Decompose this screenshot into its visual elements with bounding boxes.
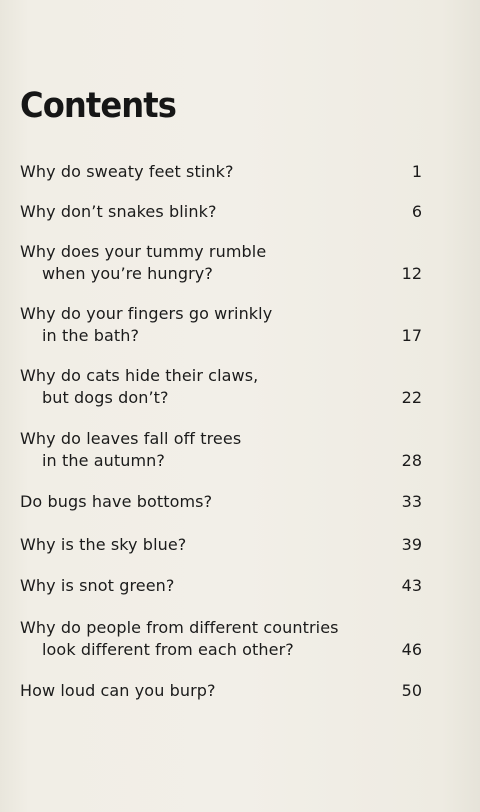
entry-title-line: Do bugs have bottoms? bbox=[20, 492, 213, 511]
entry-title-continuation: look different from each other? bbox=[42, 640, 294, 659]
entry-page-number: 17 bbox=[401, 326, 422, 345]
entry-page-number: 43 bbox=[401, 576, 422, 595]
entry-page-number: 1 bbox=[411, 162, 422, 181]
entry-page-number: 12 bbox=[401, 264, 422, 283]
entry-title-line: Why don’t snakes blink? bbox=[20, 202, 217, 221]
entry-title-continuation: in the autumn? bbox=[42, 451, 165, 470]
entry-title-continuation: when you’re hungry? bbox=[42, 264, 213, 283]
entry-title-line: How loud can you burp? bbox=[20, 681, 216, 700]
page-title: Contents bbox=[20, 86, 177, 126]
entry-page-number: 50 bbox=[401, 681, 422, 700]
entry-page-number: 46 bbox=[401, 640, 422, 659]
entry-title-line: Why is the sky blue? bbox=[20, 535, 187, 554]
entry-title-line: Why do sweaty feet stink? bbox=[20, 162, 234, 181]
entry-title-line: Why do cats hide their claws, bbox=[20, 366, 259, 385]
entry-page-number: 28 bbox=[401, 451, 422, 470]
entry-title-line: Why is snot green? bbox=[20, 576, 175, 595]
entry-title-continuation: in the bath? bbox=[42, 326, 140, 345]
entry-title-line: Why do leaves fall off trees bbox=[20, 429, 242, 448]
entry-title-line: Why do your fingers go wrinkly bbox=[20, 304, 273, 323]
entry-page-number: 22 bbox=[401, 388, 422, 407]
entry-page-number: 39 bbox=[401, 535, 422, 554]
entry-page-number: 33 bbox=[401, 492, 422, 511]
entry-page-number: 6 bbox=[411, 202, 422, 221]
entry-title-continuation: but dogs don’t? bbox=[42, 388, 169, 407]
entry-title-line: Why does your tummy rumble bbox=[20, 242, 267, 261]
entry-title-line: Why do people from different countries bbox=[20, 618, 339, 637]
